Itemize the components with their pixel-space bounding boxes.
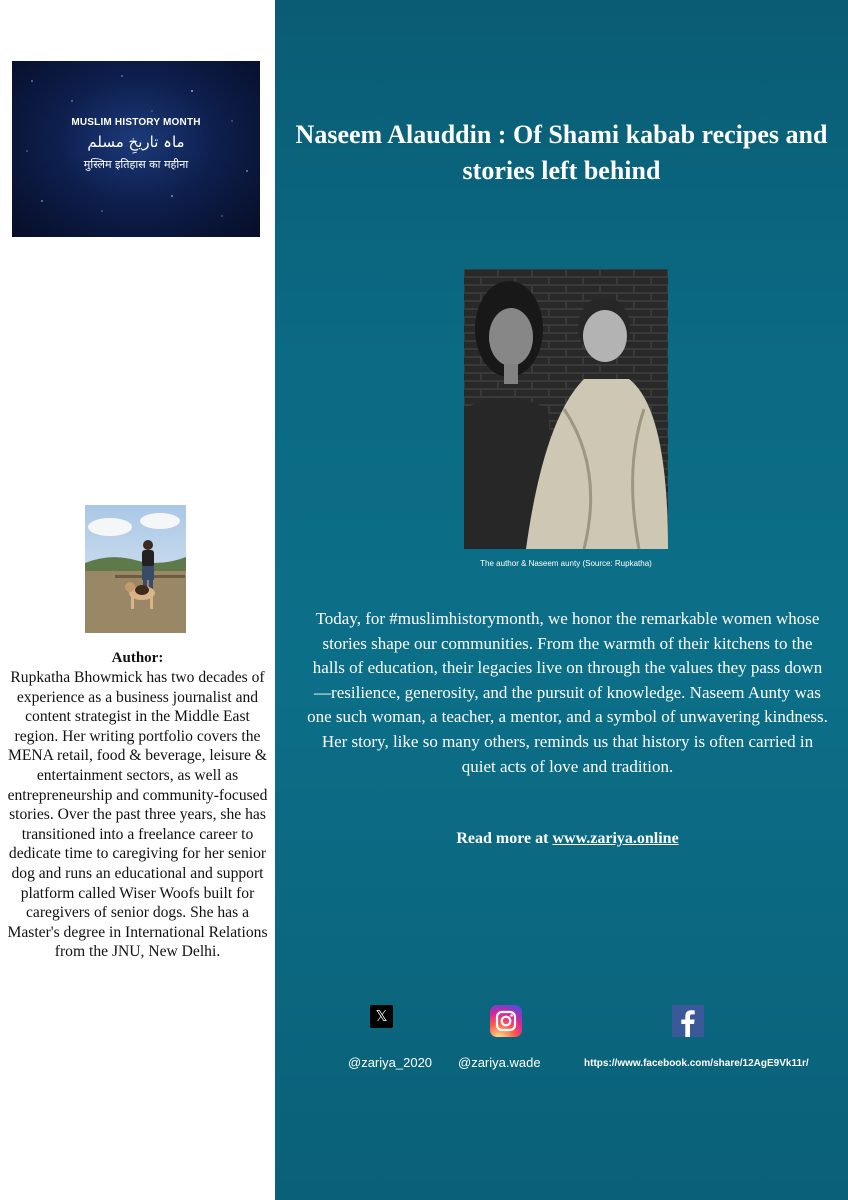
banner-urdu-title: ماہ تاریخِ مسلم <box>87 133 185 151</box>
author-label: Author: <box>111 650 164 666</box>
photo-caption: The author & Naseem aunty (Source: Rupkatha) <box>480 559 652 568</box>
banner-hindi-title: मुस्लिम इतिहास का महीना <box>83 158 189 171</box>
left-column <box>0 0 275 1200</box>
muslim-history-month-banner <box>12 61 260 237</box>
author-photo <box>85 505 186 633</box>
author-section <box>0 648 275 962</box>
instagram-icon[interactable] <box>490 1005 522 1037</box>
author-bio: Rupkatha Bhowmick has two decades of experience as a business journalist and content strategist in the Middle East region. Her writing portfolio covers the MENA retail, food & beverage, leisure & entertainment sectors, as well as entrepreneurship and community-focused stories. Over the past three years, she has transitioned into a freelance career to dedicate time to caregiving for her senior dog and runs an educational and support platform called Wiser Woofs built for caregivers of senior dogs. She has a Master's degree in International Relations from the JNU, New Delhi. <box>7 669 268 961</box>
facebook-url[interactable]: https://www.facebook.com/share/12AgE9Vk11r/ <box>584 1058 809 1069</box>
facebook-icon[interactable] <box>672 1005 704 1037</box>
banner-title: MUSLIM HISTORY MONTH <box>71 117 201 128</box>
read-more <box>305 830 830 848</box>
x-icon[interactable]: 𝕏 <box>370 1005 393 1028</box>
article-body: Today, for #muslimhistorymonth, we honor the remarkable women whose stories shape our communities. From the warmth of their kitchens to the halls of education, their legacies live on through the values they pass down—resilience, generosity, and the pursuit of knowledge. Naseem Aunty was one such woman, a teacher, a mentor, and a symbol of unwavering kindness. Her story, like so many others, reminds us that history is often carried in quiet acts of love and tradition. <box>307 609 828 776</box>
author-and-naseem-photo <box>464 269 668 549</box>
read-more-prefix: Read more at <box>456 830 553 847</box>
article-title: Naseem Alauddin : Of Shami kabab recipes and stories left behind <box>295 120 828 185</box>
instagram-handle[interactable]: @zariya.wade <box>458 1055 541 1070</box>
x-handle[interactable]: @zariya_2020 <box>348 1055 433 1070</box>
article-panel <box>275 0 848 1200</box>
website-link[interactable]: www.zariya.online <box>552 830 679 847</box>
